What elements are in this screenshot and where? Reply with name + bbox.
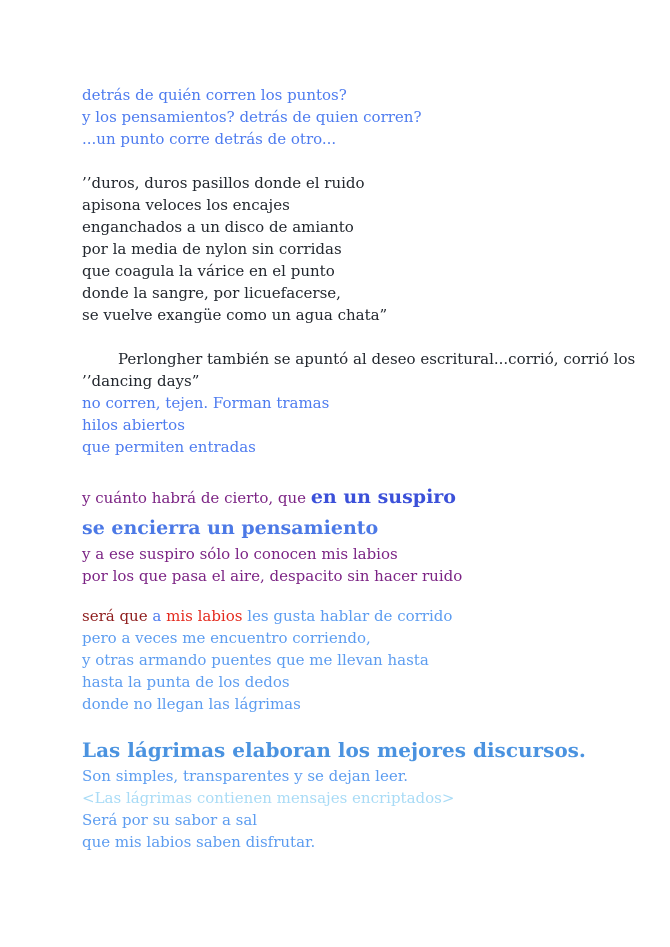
poem-line: detrás de quién corren los puntos? [82,86,347,104]
stanza-blue-tramas [82,392,650,458]
segment-maroon: será que [82,607,153,625]
poem-line: Son simples, transparentes y se dejan leer. [82,767,409,785]
poem-line: Será por su sabor a sal [82,811,258,829]
poem-line [82,605,650,627]
poem-line: y los pensamientos? detrás de quien corren? [82,108,422,126]
segment-light-blue: les gusta hablar de corrido [242,607,453,625]
stanza-perlongher [82,348,650,392]
segment-purple: y cuánto habrá de cierto, que [82,489,311,507]
stanza-quoted-verse [82,172,650,326]
poem-line: por los que pasa el aire, despacito sin hacer ruido [82,567,463,585]
poem-line: y otras armando puentes que me llevan hasta [82,651,429,669]
stanza-lagrimas [82,735,650,853]
stanza-labios [82,605,650,715]
poem-line [82,482,650,513]
poem-line: ’’duros, duros pasillos donde el ruido [82,174,365,192]
segment-red: mis labios [166,607,243,625]
poem-line: <Las lágrimas contienen mensajes encriptados> [82,789,455,807]
poem-line: enganchados a un disco de amianto [82,218,354,236]
segment-bold-blue: en un suspiro [310,486,456,508]
stanza-blue-questions [82,84,650,150]
poem-line: hasta la punta de los dedos [82,673,290,691]
poem-line: se encierra un pensamiento [82,517,379,539]
poem-line: por la media de nylon sin corridas [82,240,342,258]
poem-line: Perlongher también se apuntó al deseo escritural...corrió, corrió los [118,350,636,368]
segment-blue: a [152,607,167,625]
poem-line: y a ese suspiro sólo lo conocen mis labios [82,545,398,563]
poem-line: se vuelve exangüe como un agua chata” [82,306,388,324]
stanza-suspiro [82,482,650,587]
poem-line: que coagula la várice en el punto [82,262,335,280]
poem-line: que mis labios saben disfrutar. [82,833,316,851]
poem-heading-line: Las lágrimas elaboran los mejores discursos. [82,738,586,762]
poem-line: ’’dancing days” [82,372,200,390]
poem-line: hilos abiertos [82,416,185,434]
poem-line: apisona veloces los encajes [82,196,290,214]
poem-line: donde la sangre, por licuefacerse, [82,284,341,302]
poem-line: donde no llegan las lágrimas [82,695,301,713]
poem-line: que permiten entradas [82,438,256,456]
poem-line: ...un punto corre detrás de otro... [82,130,337,148]
poem-line: no corren, tejen. Forman tramas [82,394,330,412]
poem-line: pero a veces me encuentro corriendo, [82,629,371,647]
